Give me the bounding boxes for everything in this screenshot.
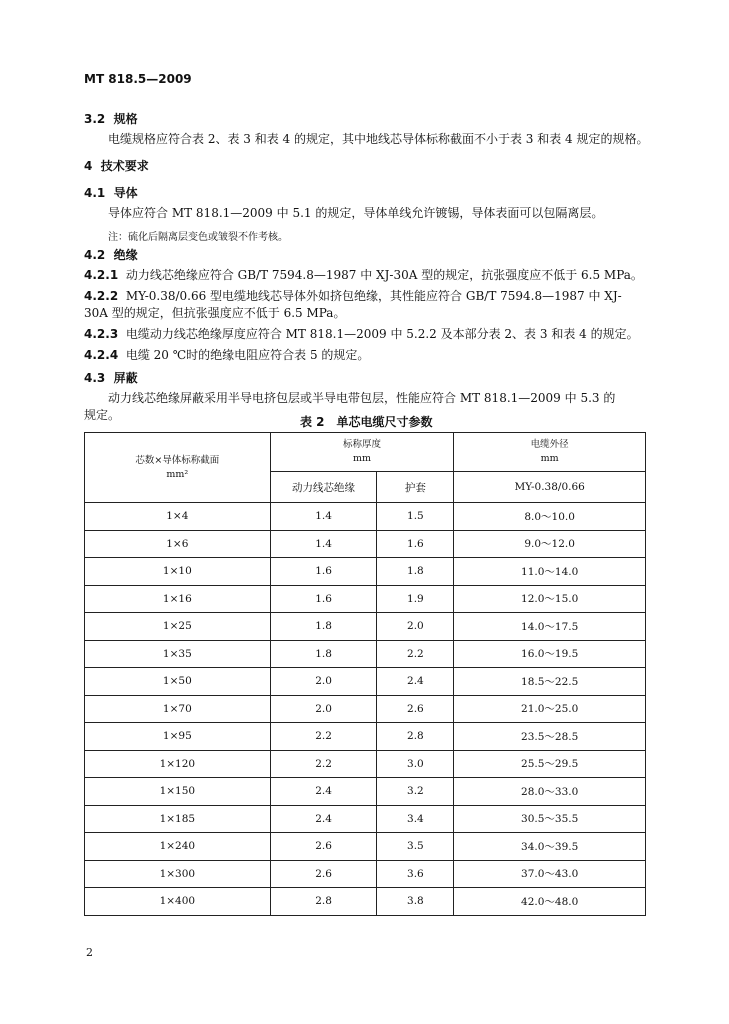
cell-od: 23.5～28.5 bbox=[454, 723, 646, 751]
section-4-2-1 bbox=[84, 267, 643, 284]
cell-spec: 1×6 bbox=[85, 530, 271, 558]
section-3-2-heading bbox=[84, 110, 138, 127]
document-id: MT 818.5—2009 bbox=[84, 72, 192, 86]
cell-spec: 1×150 bbox=[85, 778, 271, 806]
section-text: 电缆动力线芯绝缘厚度应符合 MT 818.1—2009 中 5.2.2 及本部分表 2、表 3 和表 4 的规定。 bbox=[125, 327, 639, 341]
cell-sheath: 2.2 bbox=[377, 640, 454, 668]
cell-sheath: 2.4 bbox=[377, 668, 454, 696]
cell-insulation: 1.8 bbox=[270, 640, 377, 668]
section-title: 绝缘 bbox=[113, 248, 138, 262]
section-number: 4 bbox=[84, 159, 93, 173]
cell-sheath: 1.9 bbox=[377, 585, 454, 613]
table-row bbox=[85, 640, 646, 668]
page-number: 2 bbox=[86, 946, 93, 959]
cell-spec: 1×185 bbox=[85, 805, 271, 833]
cell-insulation: 2.4 bbox=[270, 805, 377, 833]
cell-insulation: 1.6 bbox=[270, 585, 377, 613]
cell-spec: 1×95 bbox=[85, 723, 271, 751]
table-row bbox=[85, 888, 646, 916]
section-4-3-heading bbox=[84, 369, 138, 386]
cell-insulation: 2.2 bbox=[270, 750, 377, 778]
cell-spec: 1×120 bbox=[85, 750, 271, 778]
cell-sheath: 2.0 bbox=[377, 613, 454, 641]
section-title: 技术要求 bbox=[100, 159, 149, 173]
cell-spec: 1×10 bbox=[85, 558, 271, 586]
cell-sheath: 3.6 bbox=[377, 860, 454, 888]
cell-sheath: 2.8 bbox=[377, 723, 454, 751]
cell-od: 16.0～19.5 bbox=[454, 640, 646, 668]
cell-spec: 1×25 bbox=[85, 613, 271, 641]
section-4-3-text: 动力线芯绝缘屏蔽采用半导电挤包层或半导电带包层，性能应符合 MT 818.1—2009 中 5.3 的 bbox=[108, 391, 616, 405]
section-number: 4.2.3 bbox=[84, 327, 119, 341]
table-row bbox=[85, 833, 646, 861]
col-header-sheath: 护套 bbox=[377, 472, 454, 503]
cell-od: 14.0～17.5 bbox=[454, 613, 646, 641]
col-header-od bbox=[454, 433, 646, 472]
section-title: 屏蔽 bbox=[113, 371, 138, 385]
section-number: 3.2 bbox=[84, 112, 106, 126]
col-header-spec bbox=[85, 433, 271, 503]
cell-insulation: 2.0 bbox=[270, 668, 377, 696]
cell-spec: 1×16 bbox=[85, 585, 271, 613]
section-4-2-3 bbox=[84, 326, 639, 343]
section-text: 动力线芯绝缘应符合 GB/T 7594.8—1987 中 XJ-30A 型的规定，抗张强度应不低于 6.5 MPa。 bbox=[125, 268, 643, 282]
cable-dimensions-table bbox=[84, 432, 646, 916]
table-caption: 表 2 单芯电缆尺寸参数 bbox=[300, 415, 433, 429]
cell-od: 11.0～14.0 bbox=[454, 558, 646, 586]
cell-od: 21.0～25.0 bbox=[454, 695, 646, 723]
section-4-2-heading bbox=[84, 246, 138, 263]
section-4-2-4 bbox=[84, 347, 369, 364]
table-row bbox=[85, 695, 646, 723]
section-text: MY-0.38/0.66 型电缆地线芯导体外如挤包绝缘，其性能应符合 GB/T 7594.8—1987 中 XJ- bbox=[125, 289, 622, 303]
section-3-2-text: 电缆规格应符合表 2、表 3 和表 4 的规定，其中地线芯导体标称截面不小于表 3 和表 4 规定的规格。 bbox=[108, 132, 649, 146]
cell-insulation: 2.8 bbox=[270, 888, 377, 916]
cell-insulation: 1.8 bbox=[270, 613, 377, 641]
cell-sheath: 1.8 bbox=[377, 558, 454, 586]
cell-spec: 1×35 bbox=[85, 640, 271, 668]
cell-od: 34.0～39.5 bbox=[454, 833, 646, 861]
cell-od: 18.5～22.5 bbox=[454, 668, 646, 696]
cell-od: 30.5～35.5 bbox=[454, 805, 646, 833]
cell-insulation: 2.4 bbox=[270, 778, 377, 806]
col-header-spec-label: 芯数×导体标称截面 bbox=[135, 454, 220, 466]
cell-od: 25.5～29.5 bbox=[454, 750, 646, 778]
section-4-heading bbox=[84, 157, 149, 174]
col-header-thickness-label: 标称厚度 bbox=[342, 439, 381, 450]
cell-spec: 1×50 bbox=[85, 668, 271, 696]
cell-sheath: 2.6 bbox=[377, 695, 454, 723]
cell-sheath: 1.5 bbox=[377, 503, 454, 531]
cell-sheath: 3.5 bbox=[377, 833, 454, 861]
cell-od: 42.0～48.0 bbox=[454, 888, 646, 916]
section-4-1-text: 导体应符合 MT 818.1—2009 中 5.1 的规定，导体单线允许镀锡，导体表面可以包隔离层。 bbox=[108, 206, 604, 220]
table-row bbox=[85, 530, 646, 558]
table-row bbox=[85, 503, 646, 531]
cell-sheath: 1.6 bbox=[377, 530, 454, 558]
section-number: 4.2.1 bbox=[84, 268, 119, 282]
section-title: 规格 bbox=[113, 112, 138, 126]
section-title: 导体 bbox=[113, 186, 138, 200]
cell-od: 9.0～12.0 bbox=[454, 530, 646, 558]
table-row bbox=[85, 750, 646, 778]
col-header-spec-unit: mm² bbox=[166, 468, 189, 480]
cell-spec: 1×70 bbox=[85, 695, 271, 723]
cell-sheath: 3.2 bbox=[377, 778, 454, 806]
cell-insulation: 2.6 bbox=[270, 833, 377, 861]
cell-od: 37.0～43.0 bbox=[454, 860, 646, 888]
col-header-insulation: 动力线芯绝缘 bbox=[270, 472, 377, 503]
cell-insulation: 1.6 bbox=[270, 558, 377, 586]
col-header-thickness-unit: mm bbox=[352, 453, 371, 464]
section-text: 电缆 20 ℃时的绝缘电阻应符合表 5 的规定。 bbox=[125, 348, 370, 362]
col-header-od-unit: mm bbox=[540, 453, 559, 464]
cell-sheath: 3.4 bbox=[377, 805, 454, 833]
cell-insulation: 2.2 bbox=[270, 723, 377, 751]
table-row bbox=[85, 613, 646, 641]
section-4-2-2-cont: 30A 型的规定，但抗张强度应不低于 6.5 MPa。 bbox=[84, 306, 346, 320]
col-header-model: MY-0.38/0.66 bbox=[454, 472, 646, 503]
cell-od: 12.0～15.0 bbox=[454, 585, 646, 613]
table-row bbox=[85, 778, 646, 806]
cell-spec: 1×4 bbox=[85, 503, 271, 531]
table-header-row bbox=[85, 433, 646, 472]
cell-insulation: 1.4 bbox=[270, 503, 377, 531]
table-row bbox=[85, 805, 646, 833]
table-row bbox=[85, 668, 646, 696]
section-number: 4.2.4 bbox=[84, 348, 119, 362]
cell-sheath: 3.0 bbox=[377, 750, 454, 778]
cell-insulation: 2.6 bbox=[270, 860, 377, 888]
table-row bbox=[85, 860, 646, 888]
cell-spec: 1×240 bbox=[85, 833, 271, 861]
section-number: 4.2 bbox=[84, 248, 106, 262]
cell-spec: 1×300 bbox=[85, 860, 271, 888]
col-header-thickness bbox=[270, 433, 454, 472]
table-row bbox=[85, 558, 646, 586]
section-number: 4.1 bbox=[84, 186, 106, 200]
section-number: 4.3 bbox=[84, 371, 106, 385]
section-number: 4.2.2 bbox=[84, 289, 119, 303]
table-row bbox=[85, 723, 646, 751]
cell-od: 8.0～10.0 bbox=[454, 503, 646, 531]
section-4-1-heading bbox=[84, 184, 138, 201]
cell-spec: 1×400 bbox=[85, 888, 271, 916]
cell-od: 28.0～33.0 bbox=[454, 778, 646, 806]
section-4-3-text-cont: 规定。 bbox=[84, 408, 121, 422]
cell-insulation: 2.0 bbox=[270, 695, 377, 723]
col-header-od-label: 电缆外径 bbox=[530, 439, 569, 450]
cell-insulation: 1.4 bbox=[270, 530, 377, 558]
section-4-1-note: 注：硫化后隔离层变色或皱裂不作考核。 bbox=[108, 232, 288, 243]
table-row bbox=[85, 585, 646, 613]
cell-sheath: 3.8 bbox=[377, 888, 454, 916]
section-4-2-2 bbox=[84, 288, 622, 305]
